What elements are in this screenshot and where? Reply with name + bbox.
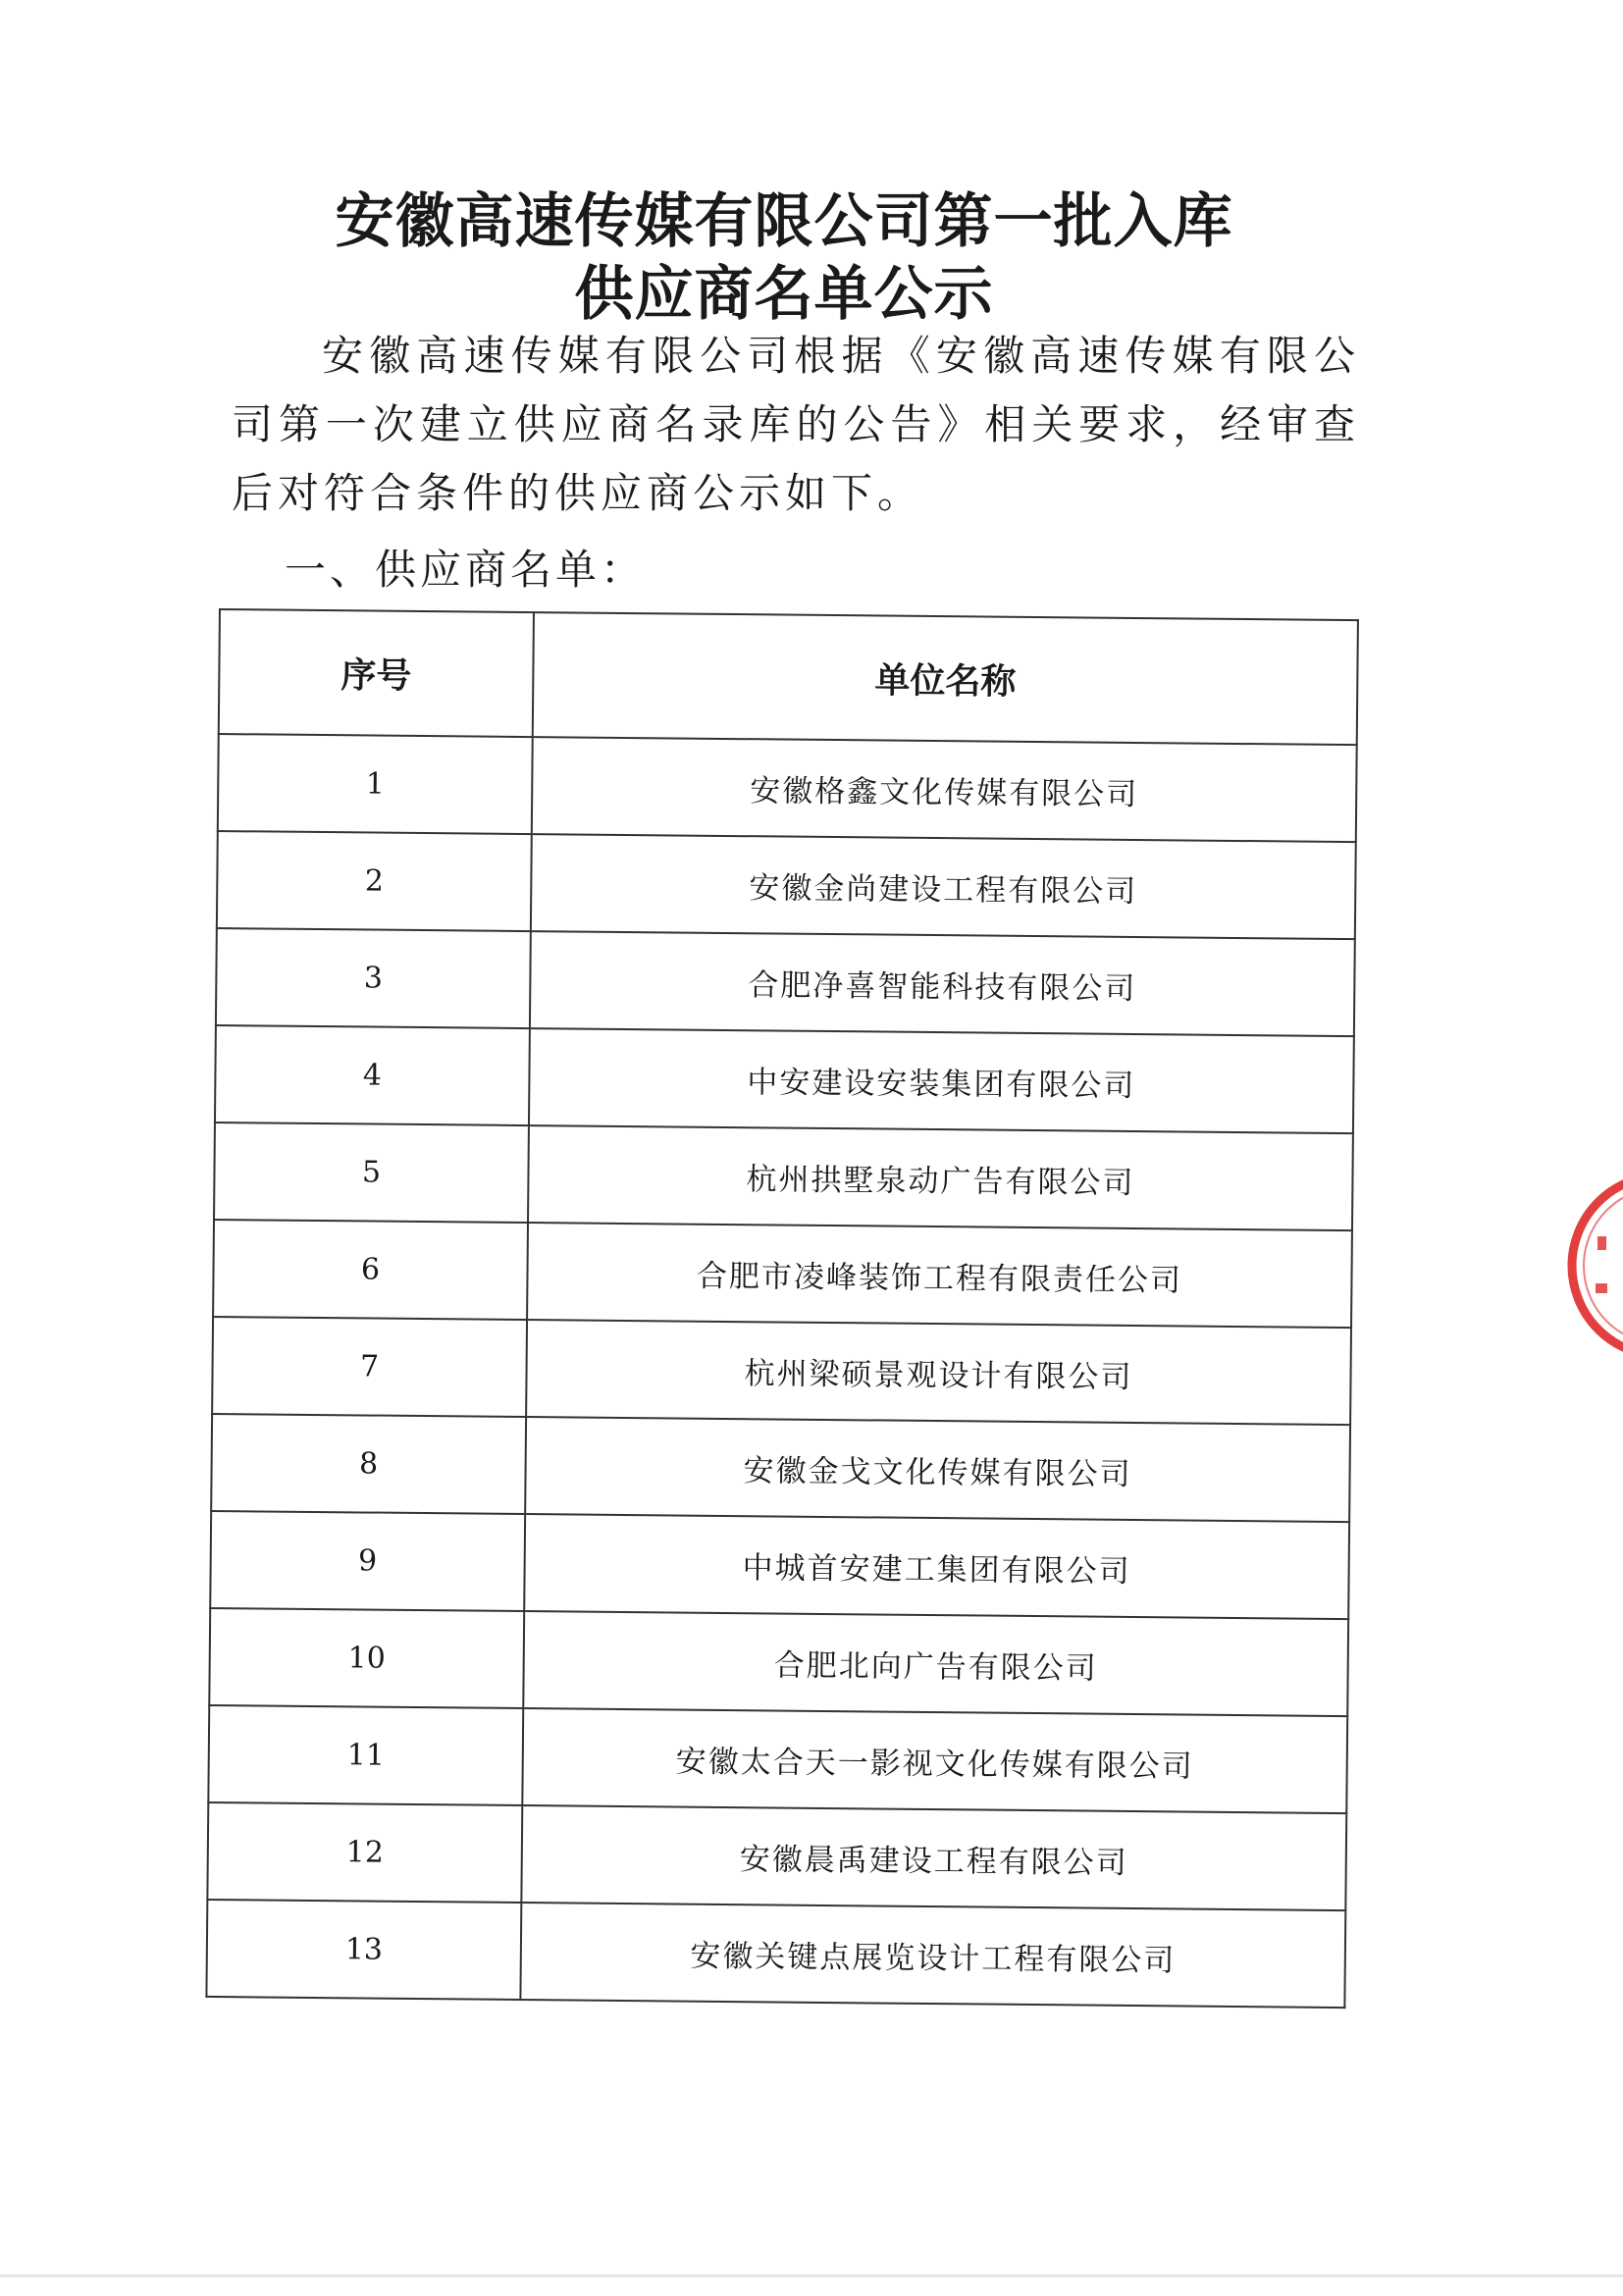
document-title-line-1: 安徽高速传媒有限公司第一批入库 [335,187,1233,256]
row-number-cell: 13 [206,1900,521,2000]
table-header-row [219,609,1358,745]
company-name-cell: 安徽格鑫文化传媒有限公司 [532,737,1357,842]
intro-paragraph: 安徽高速传媒有限公司根据《安徽高速传媒有限公司第一次建立供应商名录库的公告》相关要求，经审查后对符合条件的供应商公示如下。 [232,332,1360,517]
table-row [216,928,1355,1036]
row-number-cell: 8 [211,1414,526,1514]
row-number-cell: 11 [208,1705,523,1805]
company-name-cell: 安徽关键点展览设计工程有限公司 [520,1903,1345,2008]
table-row [212,1317,1351,1425]
table-row [208,1705,1347,1813]
column-header-company-name: 单位名称 [533,612,1358,745]
row-number-cell: 9 [210,1511,525,1611]
company-name-cell: 合肥市凌峰装饰工程有限责任公司 [527,1223,1352,1328]
company-name-cell: 安徽金戈文化传媒有限公司 [525,1417,1350,1522]
table-row [207,1802,1346,1910]
company-name-cell: 合肥北向广告有限公司 [523,1611,1348,1716]
table-row [206,1900,1345,2008]
table-row [215,1025,1354,1133]
row-number-cell: 5 [214,1122,529,1223]
table-row [209,1608,1348,1716]
row-number-cell: 2 [217,831,532,931]
row-number-cell: 3 [216,928,531,1028]
supplier-table-body [206,734,1356,2008]
company-name-cell: 中安建设安装集团有限公司 [529,1028,1354,1133]
company-name-cell: 杭州拱墅泉动广告有限公司 [528,1125,1353,1230]
table-row [213,1220,1352,1328]
row-number-cell: 12 [207,1802,522,1903]
table-row [214,1122,1353,1230]
company-name-cell: 中城首安建工集团有限公司 [524,1514,1349,1619]
supplier-table [205,608,1359,2009]
company-name-cell: 合肥净喜智能科技有限公司 [530,931,1355,1036]
document-title-line-2: 供应商名单公示 [574,260,994,329]
table-row [218,734,1357,842]
supplier-table-container [205,608,1357,2009]
page-bottom-edge [0,2274,1623,2277]
company-name-cell: 安徽太合天一影视文化传媒有限公司 [522,1708,1347,1813]
row-number-cell: 4 [215,1025,530,1125]
table-row [217,831,1356,939]
row-number-cell: 6 [213,1220,528,1320]
table-row [211,1414,1350,1522]
company-name-cell: 杭州梁硕景观设计有限公司 [526,1320,1351,1425]
row-number-cell: 10 [209,1608,524,1708]
official-seal-stamp [1546,1168,1623,1364]
company-name-cell: 安徽金尚建设工程有限公司 [531,834,1356,939]
table-row [210,1511,1349,1619]
row-number-cell: 1 [218,734,533,834]
row-number-cell: 7 [212,1317,527,1417]
section-heading: 一、供应商名单： [285,546,647,594]
column-header-number: 序号 [219,609,534,737]
company-name-cell: 安徽晨禹建设工程有限公司 [521,1805,1346,1910]
